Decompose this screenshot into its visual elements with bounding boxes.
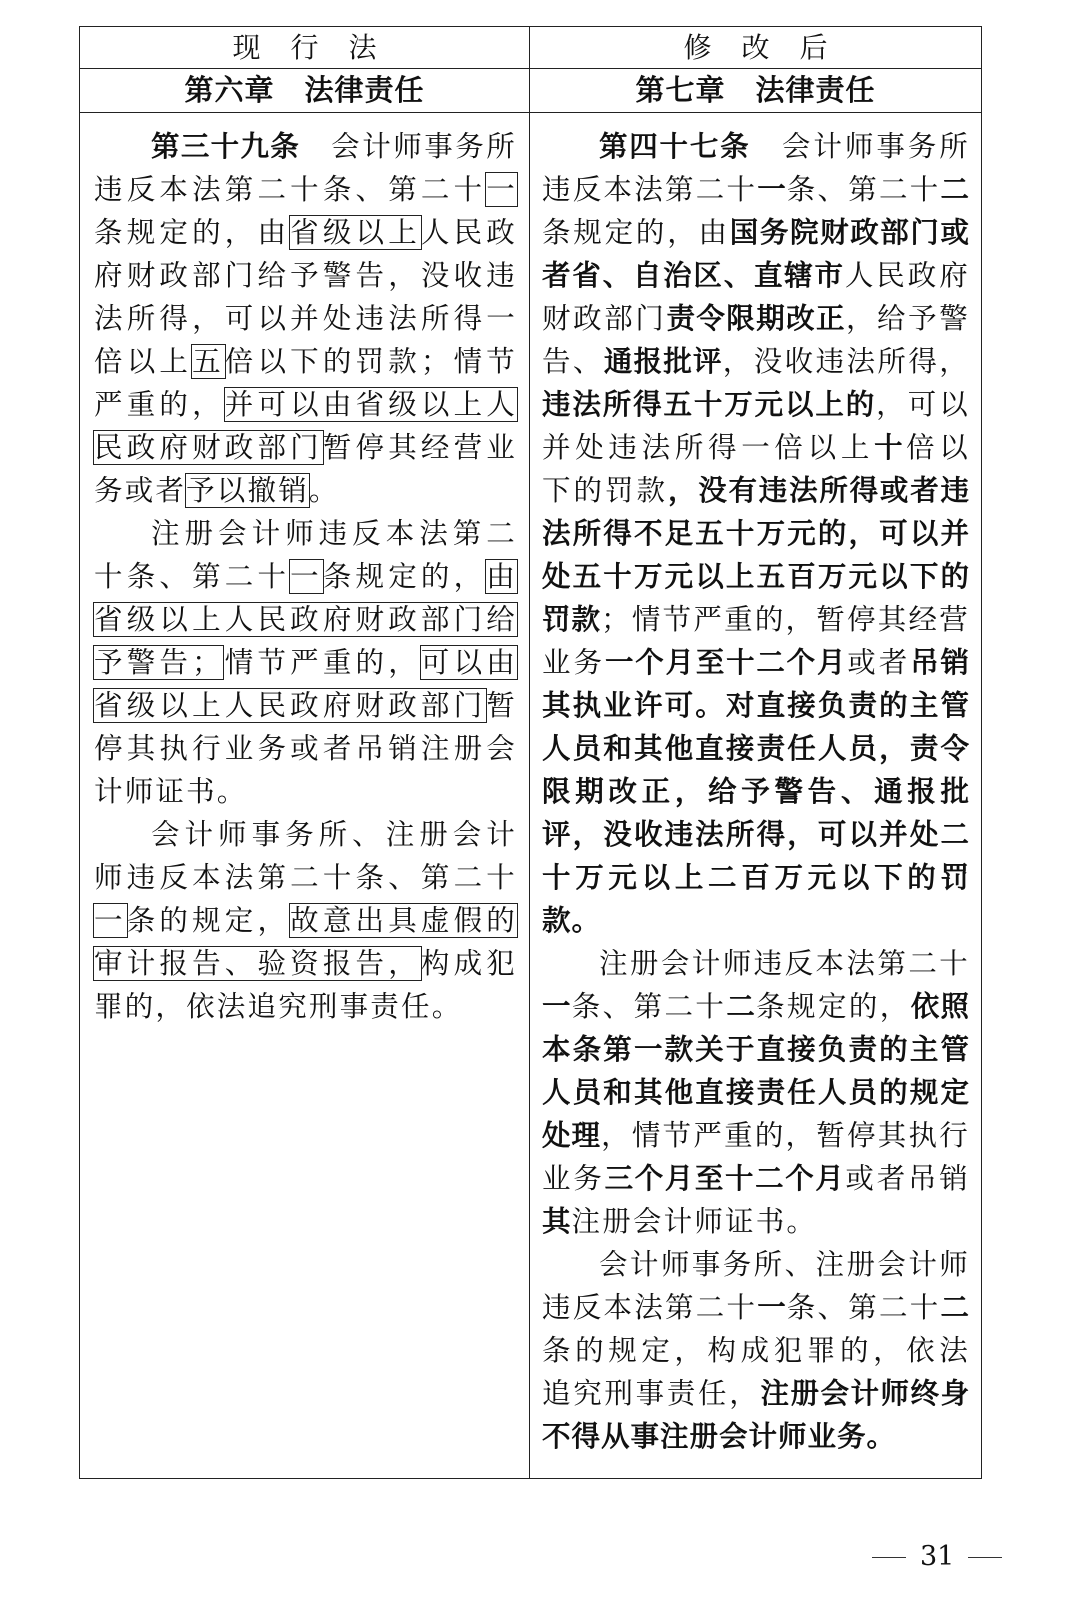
dash-left — [872, 1557, 906, 1558]
added-text: 一 — [757, 173, 787, 206]
added-text: 其 — [542, 1205, 572, 1238]
current-article-39-para-1: 第三十九条 会计师事务所违反本法第二十条、第二十一条规定的，由省级以上人民政府财政部门给予警告，没收违法所得，可以并处违法所得一倍以上五倍以下的罚款；情节严重的，并可以由省级以上人民政府财政部门暂停其经营业务或者予以撤销。 — [94, 130, 517, 507]
added-text: 一 — [757, 1291, 787, 1324]
amended-law-column — [542, 125, 970, 1458]
chapter-title-current: 第六章 法律责任 — [184, 73, 425, 107]
deleted-text-box: 由省级以上人民政府财政部门给予警告； — [94, 560, 517, 679]
chapter-title-amended: 第七章 法律责任 — [635, 73, 876, 107]
amended-article-47-para-1: 第四十七条 会计师事务所违反本法第二十一条、第二十二条规定的，由国务院财政部门或者省、自治区、直辖市人民政府财政部门责令限期改正，给予警告、通报批评，没收违法所得，违法所得五十万元以上的，可以并处违法所得一倍以上十倍以下的罚款，没有违法所得或者违法所得不足五十万元的，可以并处五十万元以上五百万元以下的罚款；情节严重的，暂停其经营业务一个月至十二个月或者吊销其执业许可。对直接负责的主管人员和其他直接责任人员，责令限期改正，给予警告、通报批评，没收违法所得，可以并处二十万元以上二百万元以下的罚款。 — [542, 130, 970, 937]
added-text: 依照本条第一款关于直接负责的主管人员和其他直接责任人员的规定处理 — [542, 990, 970, 1152]
added-text: 吊销其执业许可。对直接负责的主管人员和其他直接责任人员，责令限期改正，给予警告、通报批评，没收违法所得，可以并处二十万元以上二百万元以下的罚款。 — [542, 646, 970, 937]
page-number: 31 — [920, 1541, 955, 1572]
dash-right — [968, 1557, 1002, 1558]
deleted-text-box: 可以由省级以上人民政府财政部门 — [94, 646, 518, 722]
deleted-text-box: 省级以上 — [290, 216, 421, 249]
added-text: 一个月至十二个月 — [604, 646, 848, 679]
added-text: 二 — [940, 173, 970, 206]
added-text: 三个月至十二个月 — [604, 1162, 846, 1195]
current-article-39-para-2: 注册会计师违反本法第二十条、第二十一条规定的，由省级以上人民政府财政部门给予警告；情节严重的，可以由省级以上人民政府财政部门暂停其执行业务或者吊销注册会计师证书。 — [94, 517, 518, 808]
added-text: 二 — [726, 990, 757, 1023]
deleted-text-box: 一 — [486, 173, 517, 206]
added-text: 注册会计师终身不得从事注册会计师业务。 — [542, 1377, 970, 1453]
added-text: ，没有违法所得或者违法所得不足五十万元的，可以并处五十万元以上五百万元以下的罚款 — [542, 474, 970, 636]
page-number-footer — [872, 1540, 1032, 1574]
added-text: 责令限期改正 — [666, 302, 846, 335]
column-divider — [529, 27, 530, 1478]
amended-article-47-para-3: 会计师事务所、注册会计师违反本法第二十一条、第二十二条的规定，构成犯罪的，依法追究刑事责任，注册会计师终身不得从事注册会计师业务。 — [542, 1248, 970, 1453]
article-number: 第三十九条 — [151, 130, 301, 163]
deleted-text-box: 一 — [94, 904, 127, 937]
deleted-text-box: 一 — [290, 560, 323, 593]
deleted-text-box: 并可以由省级以上人民政府财政部门 — [94, 388, 517, 464]
comparison-table — [79, 26, 982, 1479]
deleted-text-box: 五 — [192, 345, 225, 378]
amended-article-47-para-2: 注册会计师违反本法第二十一条、第二十二条规定的，依照本条第一款关于直接负责的主管人员和其他直接责任人员的规定处理，情节严重的，暂停其执行业务三个月至十二个月或者吊销其注册会计师证书。 — [542, 947, 970, 1238]
current-law-column — [94, 125, 517, 1028]
added-text: 通报批评 — [603, 345, 723, 378]
added-text: 一 — [542, 990, 572, 1023]
header-current-law: 现行法 — [232, 31, 407, 64]
current-article-39-para-3: 会计师事务所、注册会计师违反本法第二十条、第二十一条的规定，故意出具虚假的审计报告、验资报告，构成犯罪的，依法追究刑事责任。 — [94, 818, 517, 1023]
added-text: 国务院财政部门或者省、自治区、直辖市 — [542, 216, 970, 292]
added-text: 违法所得五十万元以上的 — [542, 388, 877, 421]
header-amended-law: 修改后 — [683, 31, 858, 64]
chapter-divider — [80, 112, 981, 113]
article-number: 第四十七条 — [599, 130, 751, 163]
deleted-text-box: 予以撤销 — [186, 474, 309, 507]
added-text: 二 — [940, 1291, 970, 1324]
deleted-text-box: 故意出具虚假的审计报告、验资报告， — [94, 904, 517, 980]
added-text: 十 — [874, 431, 907, 464]
